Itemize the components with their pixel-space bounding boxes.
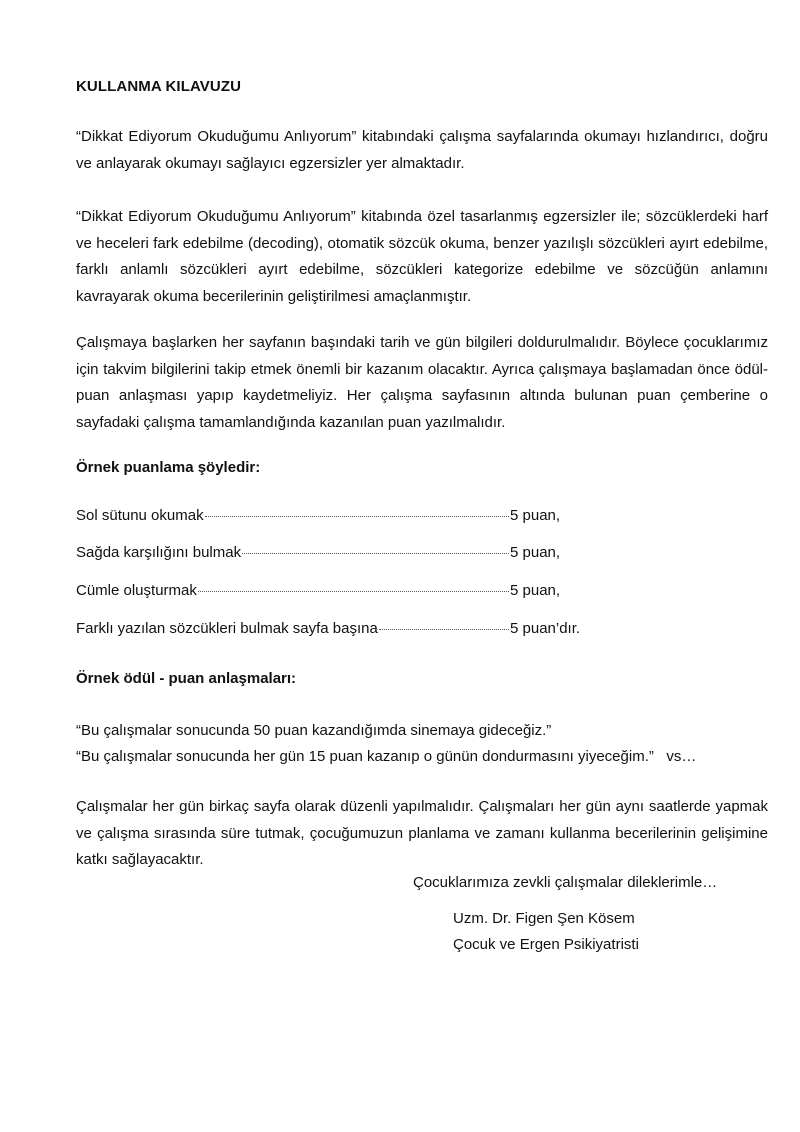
scoring-label: Farklı yazılan sözcükleri bulmak sayfa başına	[76, 620, 378, 637]
instructions-paragraph: Çalışmaya başlarken her sayfanın başındaki tarih ve gün bilgileri doldurulmalıdır. Böylece çocuklarımız için takvim bilgilerini takip etmek önemli bir kazanım olacaktır. Ayrıca çalışmaya başlamadan önce ödül-puan anlaşması yapıp kaydetmeliyiz. Her çalışma sayfasının altında bulunan puan çemberine o sayfadaki çalışma tamamlandığında kazanılan puan yazılmalıdır.	[76, 334, 768, 431]
scoring-row	[76, 582, 596, 599]
dotted-leader	[379, 629, 509, 630]
scoring-label: Sağda karşılığını bulmak	[76, 544, 242, 561]
scoring-points: 5 puan,	[510, 507, 561, 524]
scoring-row	[76, 507, 596, 524]
dotted-leader	[205, 516, 509, 517]
scoring-label: Cümle oluşturmak	[76, 582, 197, 599]
signature-role: Çocuk ve Ergen Psikiyatristi	[453, 936, 639, 953]
closing-line: Çocuklarımıza zevkli çalışmalar dileklerimle…	[413, 874, 718, 891]
reward-quote: “Bu çalışmalar sonucunda her gün 15 puan kazanıp o günün dondurmasını yiyeceğim.” vs…	[76, 748, 697, 765]
signature-name: Uzm. Dr. Figen Şen Kösem	[453, 910, 635, 927]
scoring-row	[76, 544, 596, 561]
scoring-points: 5 puan,	[510, 582, 561, 599]
scoring-heading: Örnek puanlama şöyledir:	[76, 459, 261, 476]
reward-heading: Örnek ödül - puan anlaşmaları:	[76, 670, 297, 687]
document-title: KULLANMA KILAVUZU	[76, 78, 242, 95]
dotted-leader	[242, 553, 509, 554]
scoring-points: 5 puan’dır.	[510, 620, 581, 637]
goals-paragraph: “Dikkat Ediyorum Okuduğumu Anlıyorum” kitabında özel tasarlanmış egzersizler ile; sözcüklerdeki harf ve heceleri fark edebilme (decoding), otomatik sözcük okuma, benzer yazılışlı sözcükleri ayırt edebilme, farklı anlamlı sözcükleri ayırt edebilme, sözcükleri kategorize edebilme ve sözcüğün anlamını kavrayarak okuma becerilerinin geliştirilmesi amaçlanmıştır.	[76, 208, 768, 305]
intro-paragraph: “Dikkat Ediyorum Okuduğumu Anlıyorum” kitabındaki çalışma sayfalarında okumayı hızlandırıcı, doğru ve anlayarak okumayı sağlayıcı egzersizler yer almaktadır.	[76, 128, 768, 172]
reward-quote: “Bu çalışmalar sonucunda 50 puan kazandığımda sinemaya gideceğiz.”	[76, 722, 552, 739]
dotted-leader	[198, 591, 509, 592]
scoring-points: 5 puan,	[510, 544, 561, 561]
scoring-row	[76, 620, 596, 637]
scoring-label: Sol sütunu okumak	[76, 507, 204, 524]
final-paragraph: Çalışmalar her gün birkaç sayfa olarak düzenli yapılmalıdır. Çalışmaları her gün aynı saatlerde yapmak ve çalışma sırasında süre tutmak, çocuğumuzun planlama ve zamanı kullanma becerilerinin gelişimine katkı sağlayacaktır.	[76, 798, 768, 868]
